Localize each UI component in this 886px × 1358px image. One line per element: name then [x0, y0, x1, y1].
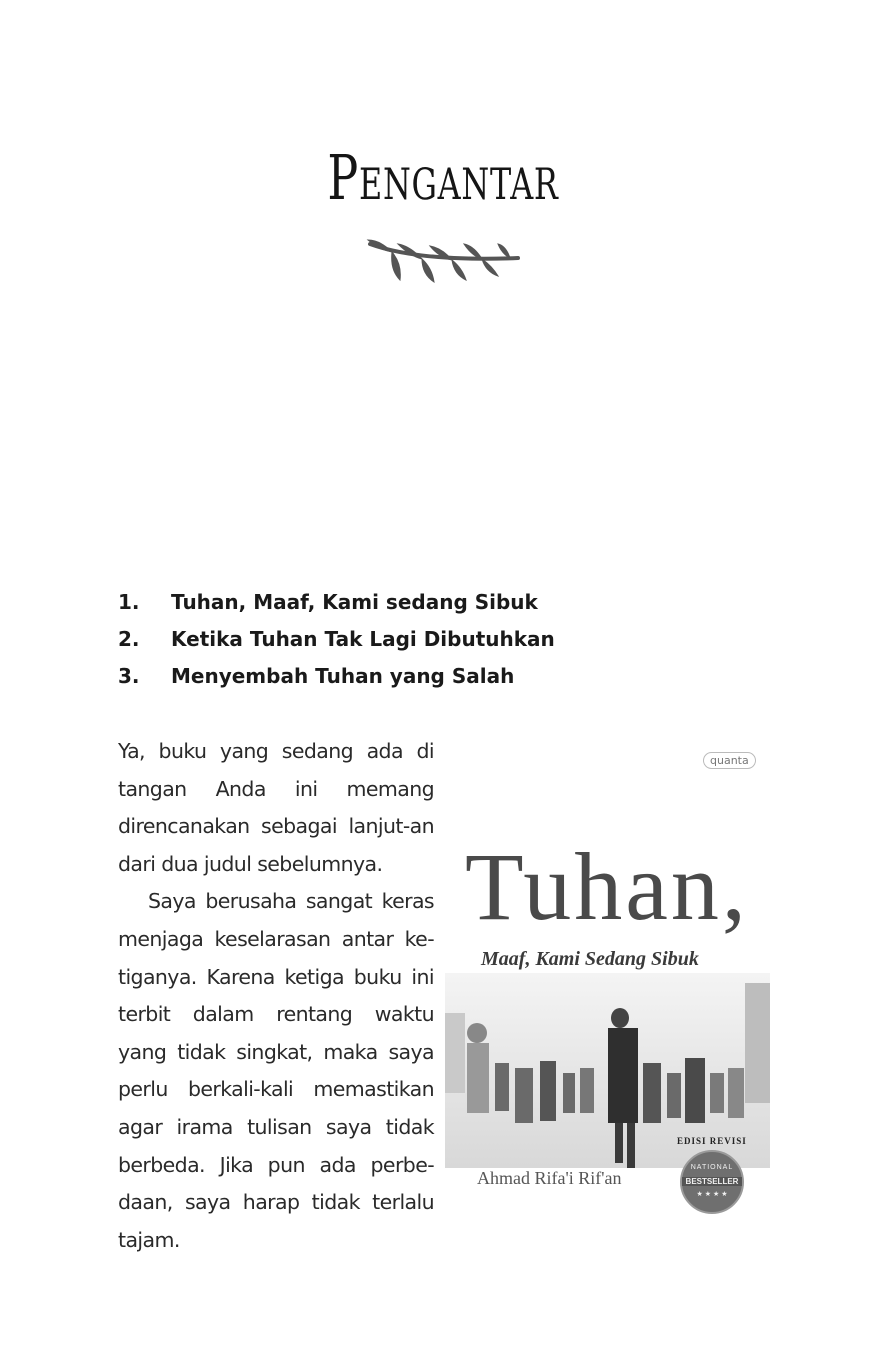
edition-label: EDISI REVISI: [677, 1136, 747, 1146]
chapter-number: 3.: [118, 664, 140, 688]
paragraph: Ya, buku yang sedang ada di tangan Anda ini memang direncanakan sebagai lanjut-an dari dua judul sebelumnya.: [118, 739, 434, 876]
chapter-item: [118, 622, 718, 659]
chapter-number: 2.: [118, 627, 140, 651]
chapter-list: [118, 585, 718, 696]
body-text: [118, 733, 434, 1259]
chapter-number: 1.: [118, 590, 140, 614]
cover-subtitle: Maaf, Kami Sedang Sibuk: [481, 948, 699, 970]
leaf-branch-ornament: [360, 232, 526, 288]
publisher-logo: quanta: [703, 752, 756, 769]
bestseller-badge: [680, 1150, 744, 1214]
chapter-item: [118, 585, 718, 622]
chapter-title: Ketika Tuhan Tak Lagi Dibutuhkan: [171, 627, 555, 651]
chapter-title: Menyembah Tuhan yang Salah: [171, 664, 515, 688]
paragraph: Saya berusaha sangat keras menjaga keselarasan antar ke-tiganya. Karena ketiga buku ini terbit dalam rentang waktu yang tidak singkat, maka saya perlu berkali-kali memastikan agar irama tulisan saya tidak berbeda. Jika pun ada perbe-daan, saya harap tidak terlalu tajam.: [118, 889, 434, 1252]
cover-title: Tuhan,: [465, 833, 749, 940]
author-name: Ahmad Rifa'i Rif'an: [477, 1168, 622, 1188]
badge-stars: ★ ★ ★ ★: [696, 1191, 728, 1198]
chapter-title: Tuhan, Maaf, Kami sedang Sibuk: [171, 590, 538, 614]
badge-main-text: BESTSELLER: [682, 1177, 742, 1186]
book-cover-image: [445, 745, 770, 1215]
chapter-item: [118, 659, 718, 696]
page-title: Pengantar: [327, 141, 559, 214]
badge-top-text: NATIONAL: [690, 1164, 734, 1171]
